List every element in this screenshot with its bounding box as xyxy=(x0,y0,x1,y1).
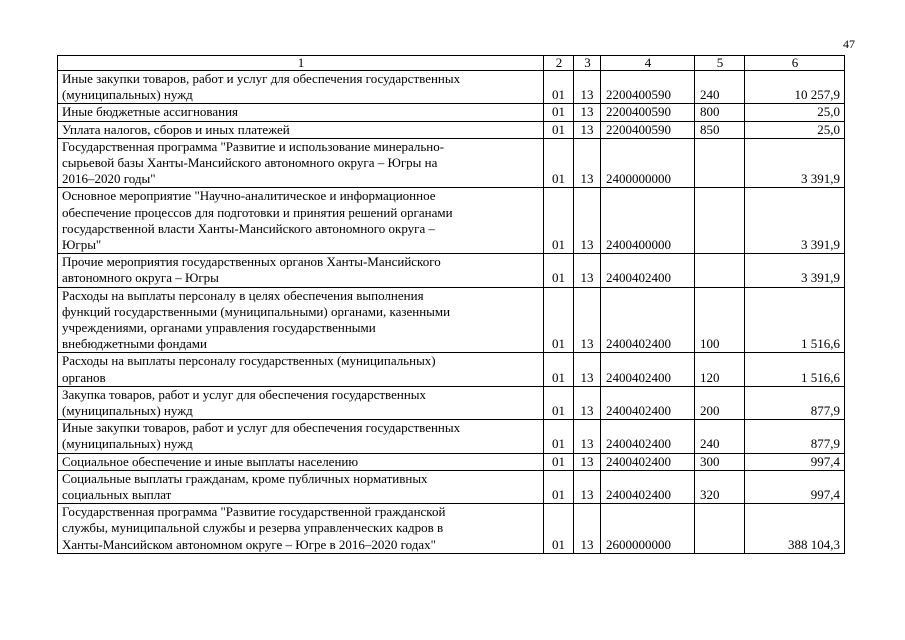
section-code-cell: 01 xyxy=(544,504,574,554)
target-article-cell: 2600000000 xyxy=(601,504,695,554)
row-name-line: обеспечение процессов для подготовки и принятия решений органами xyxy=(62,204,453,220)
subsection-code-cell: 13 xyxy=(574,353,601,386)
row-name-cell xyxy=(58,470,544,503)
expense-type-cell xyxy=(695,138,745,188)
row-name-line: службы, муниципальной службы и резерва управленческих кадров в xyxy=(62,520,444,536)
column-header: 5 xyxy=(695,56,745,71)
subsection-code-cell: 13 xyxy=(574,138,601,188)
page-number: 47 xyxy=(843,37,855,51)
amount-cell: 25,0 xyxy=(745,104,845,121)
target-article-cell: 2400000000 xyxy=(601,138,695,188)
table-row xyxy=(58,121,845,138)
row-name-line: сырьевой базы Ханты-Мансийского автономного округа – Югры на xyxy=(62,155,438,171)
row-name-line: 2016–2020 годы" xyxy=(62,171,156,187)
expense-type-cell: 300 xyxy=(695,453,745,470)
amount-cell: 997,4 xyxy=(745,453,845,470)
subsection-code-cell: 13 xyxy=(574,104,601,121)
amount-cell: 10 257,9 xyxy=(745,71,845,104)
subsection-code-cell: 13 xyxy=(574,470,601,503)
expense-type-cell xyxy=(695,188,745,254)
column-header: 1 xyxy=(58,56,544,71)
target-article-cell: 2400402400 xyxy=(601,453,695,470)
row-name-line: Расходы на выплаты персоналу государственных (муниципальных) xyxy=(62,353,436,369)
expense-type-cell: 100 xyxy=(695,287,745,353)
row-name-line: функций государственными (муниципальными) органами, казенными xyxy=(62,303,451,319)
subsection-code-cell: 13 xyxy=(574,453,601,470)
row-name-line: внебюджетными фондами xyxy=(62,336,207,352)
amount-cell: 388 104,3 xyxy=(745,504,845,554)
table-row xyxy=(58,353,845,386)
table-row xyxy=(58,420,845,453)
budget-table xyxy=(57,55,845,554)
section-code-cell: 01 xyxy=(544,353,574,386)
subsection-code-cell: 13 xyxy=(574,71,601,104)
subsection-code-cell: 13 xyxy=(574,504,601,554)
section-code-cell: 01 xyxy=(544,71,574,104)
row-name-line: автономного округа – Югры xyxy=(62,270,219,286)
row-name-line: (муниципальных) нужд xyxy=(62,436,193,452)
row-name-cell xyxy=(58,420,544,453)
target-article-cell: 2400400000 xyxy=(601,188,695,254)
expense-type-cell: 240 xyxy=(695,71,745,104)
column-header: 2 xyxy=(544,56,574,71)
row-name-line: (муниципальных) нужд xyxy=(62,403,193,419)
target-article-cell: 2400402400 xyxy=(601,353,695,386)
table-row xyxy=(58,504,845,554)
row-name-line: Социальные выплаты гражданам, кроме публичных нормативных xyxy=(62,470,428,486)
table-row xyxy=(58,453,845,470)
row-name-line: Ханты-Мансийском автономном округе – Югре в 2016–2020 годах" xyxy=(62,536,436,552)
column-header: 6 xyxy=(745,56,845,71)
target-article-cell: 2200400590 xyxy=(601,104,695,121)
target-article-cell: 2200400590 xyxy=(601,71,695,104)
column-header: 4 xyxy=(601,56,695,71)
row-name-cell xyxy=(58,254,544,287)
subsection-code-cell: 13 xyxy=(574,254,601,287)
amount-cell: 877,9 xyxy=(745,386,845,419)
section-code-cell: 01 xyxy=(544,138,574,188)
expense-type-cell: 120 xyxy=(695,353,745,386)
table-row xyxy=(58,254,845,287)
row-name-line: социальных выплат xyxy=(62,487,172,503)
section-code-cell: 01 xyxy=(544,104,574,121)
row-name-line: учреждениями, органами управления государственными xyxy=(62,320,376,336)
expense-type-cell xyxy=(695,254,745,287)
subsection-code-cell: 13 xyxy=(574,386,601,419)
expense-type-cell: 240 xyxy=(695,420,745,453)
row-name-line: Иные закупки товаров, работ и услуг для обеспечения государственных xyxy=(62,420,461,436)
row-name-cell xyxy=(58,188,544,254)
subsection-code-cell: 13 xyxy=(574,287,601,353)
amount-cell: 3 391,9 xyxy=(745,254,845,287)
amount-cell: 1 516,6 xyxy=(745,353,845,386)
row-name-cell xyxy=(58,386,544,419)
table-row xyxy=(58,287,845,353)
subsection-code-cell: 13 xyxy=(574,420,601,453)
section-code-cell: 01 xyxy=(544,386,574,419)
row-name-line: Основное мероприятие "Научно-аналитическое и информационное xyxy=(62,188,436,204)
row-name-line: Государственная программа "Развитие государственной гражданской xyxy=(62,504,446,520)
row-name-cell xyxy=(58,71,544,104)
row-name-cell xyxy=(58,287,544,353)
table-row xyxy=(58,386,845,419)
expense-type-cell: 800 xyxy=(695,104,745,121)
row-name-line: (муниципальных) нужд xyxy=(62,87,193,103)
row-name-line: Югры" xyxy=(62,237,102,253)
row-name-cell xyxy=(58,121,544,138)
row-name-line: Закупка товаров, работ и услуг для обеспечения государственных xyxy=(62,386,427,402)
section-code-cell: 01 xyxy=(544,188,574,254)
amount-cell: 877,9 xyxy=(745,420,845,453)
row-name-cell xyxy=(58,104,544,121)
row-name-line: государственной власти Ханты-Мансийского автономного округа – xyxy=(62,220,436,236)
target-article-cell: 2400402400 xyxy=(601,470,695,503)
table-row xyxy=(58,104,845,121)
target-article-cell: 2400402400 xyxy=(601,254,695,287)
section-code-cell: 01 xyxy=(544,453,574,470)
row-name-line: Иные закупки товаров, работ и услуг для обеспечения государственных xyxy=(62,71,461,86)
section-code-cell: 01 xyxy=(544,420,574,453)
row-name-cell xyxy=(58,138,544,188)
amount-cell: 1 516,6 xyxy=(745,287,845,353)
subsection-code-cell: 13 xyxy=(574,188,601,254)
expense-type-cell xyxy=(695,504,745,554)
target-article-cell: 2400402400 xyxy=(601,386,695,419)
expense-type-cell: 850 xyxy=(695,121,745,138)
row-name-cell xyxy=(58,353,544,386)
row-name-line: органов xyxy=(62,369,106,385)
section-code-cell: 01 xyxy=(544,470,574,503)
subsection-code-cell: 13 xyxy=(574,121,601,138)
section-code-cell: 01 xyxy=(544,121,574,138)
row-name-line: Прочие мероприятия государственных органов Ханты-Мансийского xyxy=(62,254,441,270)
section-code-cell: 01 xyxy=(544,254,574,287)
amount-cell: 997,4 xyxy=(745,470,845,503)
table-row xyxy=(58,138,845,188)
row-name-cell xyxy=(58,453,544,470)
row-name-line: Иные бюджетные ассигнования xyxy=(62,104,239,120)
amount-cell: 3 391,9 xyxy=(745,138,845,188)
expense-type-cell: 200 xyxy=(695,386,745,419)
column-header: 3 xyxy=(574,56,601,71)
row-name-line: Уплата налогов, сборов и иных платежей xyxy=(62,121,290,137)
target-article-cell: 2200400590 xyxy=(601,121,695,138)
amount-cell: 3 391,9 xyxy=(745,188,845,254)
row-name-line: Государственная программа "Развитие и использование минерально- xyxy=(62,138,445,154)
section-code-cell: 01 xyxy=(544,287,574,353)
target-article-cell: 2400402400 xyxy=(601,420,695,453)
table-row xyxy=(58,71,845,104)
table-row xyxy=(58,188,845,254)
amount-cell: 25,0 xyxy=(745,121,845,138)
expense-type-cell: 320 xyxy=(695,470,745,503)
table-header-row xyxy=(58,56,845,71)
target-article-cell: 2400402400 xyxy=(601,287,695,353)
row-name-line: Социальное обеспечение и иные выплаты населению xyxy=(62,453,359,469)
table-row xyxy=(58,470,845,503)
row-name-cell xyxy=(58,504,544,554)
row-name-line: Расходы на выплаты персоналу в целях обеспечения выполнения xyxy=(62,287,424,303)
